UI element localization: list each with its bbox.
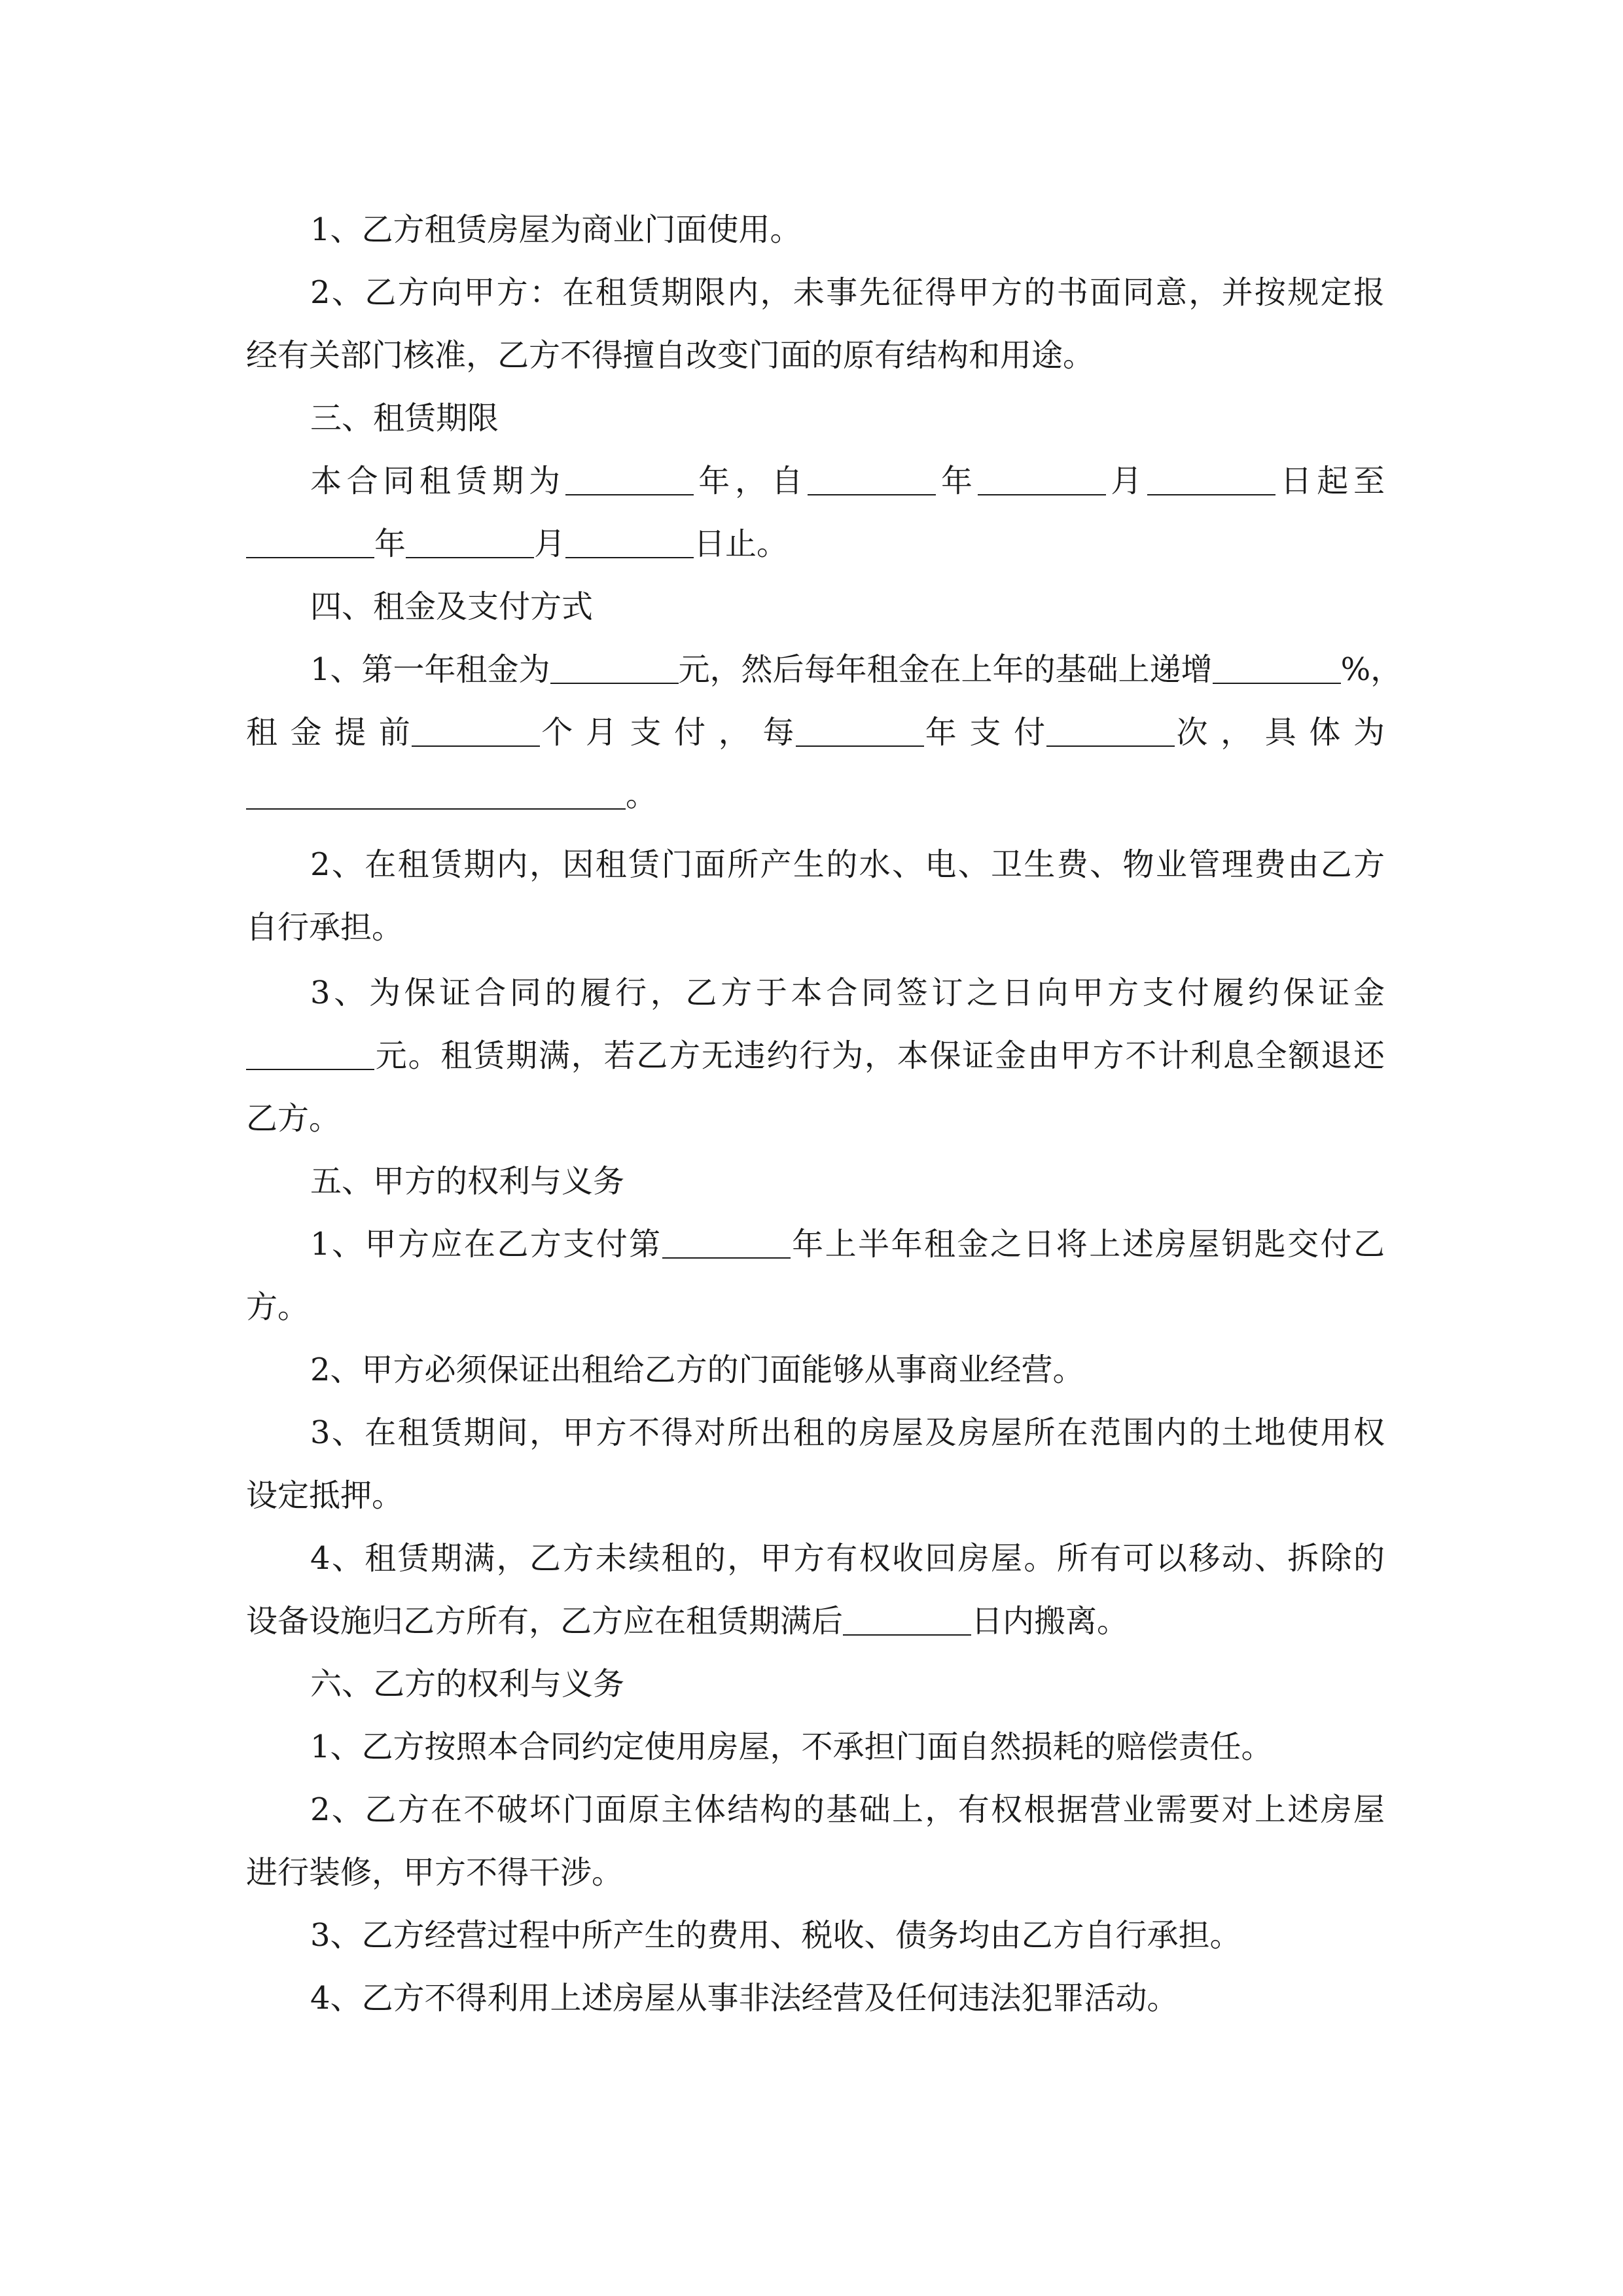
rent-clause-3-deposit [246,1034,1385,1077]
blank-start-year[interactable] [808,463,936,495]
lease-term-line [310,459,1385,503]
blank-move-out-days[interactable] [843,1603,971,1636]
blank-end-day[interactable] [565,526,694,558]
lease-term-text: 年 [936,463,978,499]
rent-clause-3-continuation: 乙方。 [246,1100,341,1137]
rent-text: 租 金 提 前 [246,714,412,751]
rent-clause-1-payment [246,711,1385,754]
lease-term-text: 年，自 [693,463,808,499]
rent-clause-1-details [246,774,1385,817]
lessor-text: 日内搬离。 [971,1603,1129,1640]
lease-term-text: 月 [1105,463,1147,499]
blank-end-year[interactable] [246,526,374,558]
rent-text: 年 支 付 [923,714,1047,751]
clause-1-commercial-use: 1、乙方租赁房屋为商业门面使用。 [310,211,802,248]
rent-clause-3: 3、为保证合同的履行，乙方于本合同签订之日向甲方支付履约保证金 [310,975,1385,1011]
blank-start-month[interactable] [978,463,1106,495]
rent-text: 次 ， 具 体 为 [1175,714,1385,751]
lessee-clause-3: 3、乙方经营过程中所产生的费用、税收、债务均由乙方自行承担。 [310,1917,1241,1954]
blank-first-year-rent[interactable] [550,651,679,684]
lease-term-text: 月 [534,526,566,562]
lessee-clause-4: 4、乙方不得利用上述房屋从事非法经营及任何违法犯罪活动。 [310,1980,1179,2017]
clause-2-no-alteration: 2、乙方向甲方：在租赁期限内，未事先征得甲方的书面同意，并按规定报 [310,274,1385,311]
lessor-text: 年上半年租金之日将上述房屋钥匙交付乙 [790,1226,1385,1263]
lessor-clause-1 [310,1223,1385,1266]
rent-clause-2: 2、在租赁期内，因租赁门面所产生的水、电、卫生费、物业管理费由乙方 [310,846,1385,883]
lessor-text: 设备设施归乙方所有，乙方应在租赁期满后 [246,1603,844,1640]
lessor-text: 1、甲方应在乙方支付第 [310,1226,662,1263]
blank-end-month[interactable] [406,526,534,558]
clause-2-continuation: 经有关部门核准，乙方不得擅自改变门面的原有结构和用途。 [246,337,1095,374]
lessee-clause-1: 1、乙方按照本合同约定使用房屋，不承担门面自然损耗的赔偿责任。 [310,1729,1273,1765]
rent-text: 元，然后每年租金在上年的基础上递增 [678,651,1213,688]
rent-text: 。 [626,777,658,814]
section-heading-lessor: 五、甲方的权利与义务 [310,1163,625,1200]
lease-term-text: 年 [374,526,406,562]
rent-text: %， [1340,651,1402,688]
blank-rent-year-key-handover[interactable] [662,1226,791,1259]
blank-deposit-amount[interactable] [246,1037,374,1070]
lease-term-label: 本合同租赁期为 [310,463,565,499]
lessor-clause-1-continuation: 方。 [246,1289,310,1325]
lessor-clause-3: 3、在租赁期间，甲方不得对所出租的房屋及房屋所在范围内的土地使用权 [310,1414,1385,1451]
section-heading-lessee: 六、乙方的权利与义务 [310,1666,625,1702]
blank-rent-increase-percent[interactable] [1213,651,1341,684]
rent-text: 元。租赁期满，若乙方无违约行为，本保证金由甲方不计利息全额退还 [374,1037,1385,1074]
lessor-clause-4: 4、租赁期满，乙方未续租的，甲方有权收回房屋。所有可以移动、拆除的 [310,1540,1385,1577]
blank-months-in-advance[interactable] [412,714,540,747]
rent-clause-2-continuation: 自行承担。 [246,909,404,946]
lessor-clause-2: 2、甲方必须保证出租给乙方的门面能够从事商业经营。 [310,1352,1084,1388]
rent-text: 个 月 支 付 ， 每 [540,714,796,751]
lessor-clause-4-continuation [246,1600,1385,1643]
lease-term-end-line [246,522,1385,565]
section-heading-lease-term: 三、租赁期限 [310,400,499,437]
rent-text: 1、第一年租金为 [310,651,550,688]
lease-term-text: 日起至 [1275,463,1385,499]
blank-rent-details[interactable] [246,777,626,810]
blank-start-day[interactable] [1147,463,1275,495]
lease-term-text: 日止。 [694,526,789,562]
section-heading-rent: 四、租金及支付方式 [310,588,594,625]
lessor-clause-3-continuation: 设定抵押。 [246,1477,404,1514]
blank-lease-years[interactable] [565,463,694,495]
blank-every-years[interactable] [796,714,924,747]
lessee-clause-2-continuation: 进行装修，甲方不得干涉。 [246,1854,624,1891]
rent-clause-1 [310,648,1402,691]
blank-times[interactable] [1046,714,1175,747]
lessee-clause-2: 2、乙方在不破坏门面原主体结构的基础上，有权根据营业需要对上述房屋 [310,1791,1385,1828]
